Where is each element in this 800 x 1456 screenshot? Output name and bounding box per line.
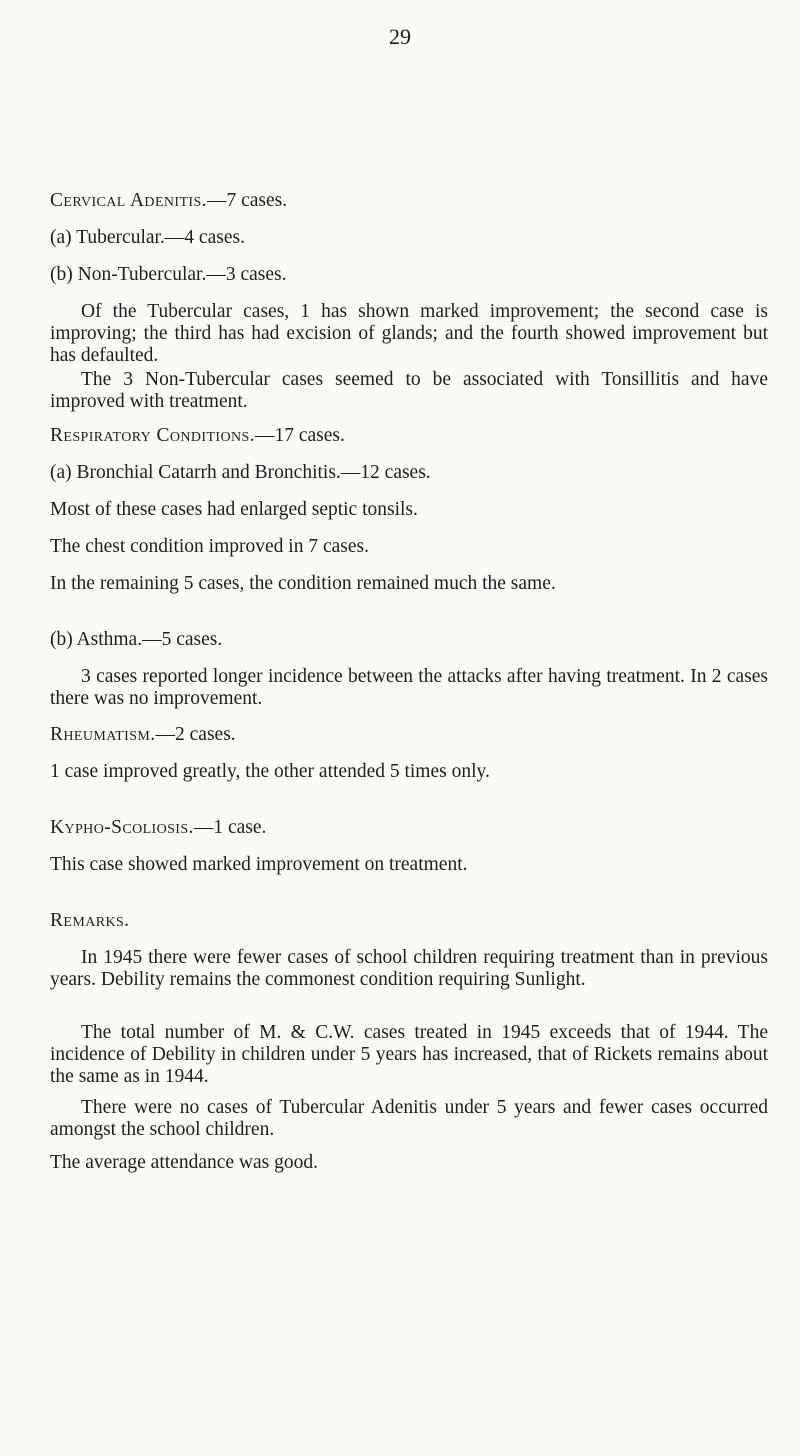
- respiratory-count: —17 cases.: [254, 425, 345, 446]
- cervical-adenitis-heading: Cervical Adenitis.: [50, 190, 207, 211]
- rheumatism-heading: Rheumatism.: [50, 724, 156, 745]
- remaining-cases-line: In the remaining 5 cases, the condition remained much the same.: [50, 573, 556, 594]
- asthma-paragraph: 3 cases reported longer incidence between the attacks after having treatment. In 2 cases there was no improvement.: [50, 666, 768, 709]
- cervical-tubercular-line: (a) Tubercular.—4 cases.: [50, 227, 245, 248]
- cervical-non-tubercular-paragraph: The 3 Non-Tubercular cases seemed to be associated with Tonsillitis and have improved with treatment.: [50, 369, 768, 412]
- kypho-scoliosis-count: —1 case.: [193, 817, 267, 838]
- remarks-paragraph-2: The total number of M. & C.W. cases treated in 1945 exceeds that of 1944. The incidence of Debility in children under 5 years has increased, that of Rickets remains about the same as in 1944.: [50, 1022, 768, 1087]
- kypho-heading-line: [50, 817, 266, 839]
- cervical-adenitis-heading-line: [50, 190, 287, 212]
- rheumatism-heading-line: [50, 724, 236, 746]
- cervical-adenitis-count: —7 cases.: [206, 190, 288, 211]
- remarks-paragraph-1: In 1945 there were fewer cases of school children requiring treatment than in previous years. Debility remains the commonest condition requiring Sunlight.: [50, 947, 768, 990]
- respiratory-heading: Respiratory Conditions.: [50, 425, 255, 446]
- asthma-line: (b) Asthma.—5 cases.: [50, 629, 223, 650]
- remarks-paragraph-3: There were no cases of Tubercular Adenitis under 5 years and fewer cases occurred amongst the school children.: [50, 1097, 768, 1140]
- kypho-scoliosis-heading: Kypho-Scoliosis.: [50, 817, 194, 838]
- remarks-heading-line: [50, 910, 129, 932]
- cervical-tubercular-paragraph: Of the Tubercular cases, 1 has shown marked improvement; the second case is improving; the third has had excision of glands; and the fourth showed improvement but has defaulted.: [50, 301, 768, 366]
- cervical-non-tubercular-line: (b) Non-Tubercular.—3 cases.: [50, 264, 287, 285]
- page-number: 29: [389, 24, 411, 49]
- attendance-line: The average attendance was good.: [50, 1152, 318, 1173]
- rheumatism-line: 1 case improved greatly, the other attended 5 times only.: [50, 761, 490, 782]
- remarks-heading: Remarks.: [50, 910, 130, 931]
- respiratory-heading-line: [50, 425, 345, 447]
- rheumatism-count: —2 cases.: [155, 724, 236, 745]
- tonsils-line: Most of these cases had enlarged septic tonsils.: [50, 499, 418, 520]
- kypho-line: This case showed marked improvement on treatment.: [50, 854, 468, 875]
- bronchitis-line: (a) Bronchial Catarrh and Bronchitis.—12 cases.: [50, 462, 431, 483]
- chest-improved-line: The chest condition improved in 7 cases.: [50, 536, 369, 557]
